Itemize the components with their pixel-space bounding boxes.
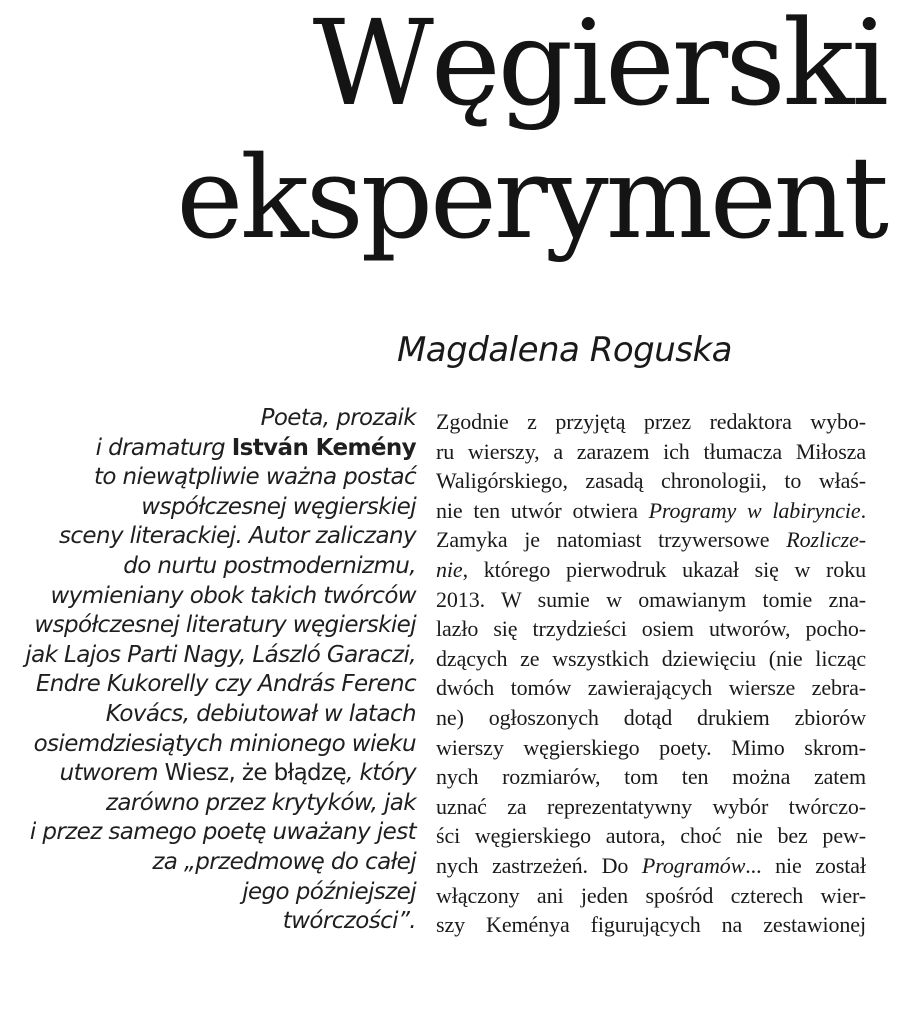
book-title: Programów bbox=[641, 852, 746, 878]
body-line: ści węgierskiego autora, choć nie bez pew- bbox=[436, 823, 866, 849]
lead-line: osiemdziesiątych minionego wieku bbox=[33, 730, 416, 757]
lead-line: jak Lajos Parti Nagy, László Garaczi, bbox=[25, 641, 416, 668]
lead-line: to niewątpliwie ważna postać bbox=[93, 464, 416, 491]
body-line: ne) ogłoszonych dotąd drukiem zbiorów bbox=[436, 704, 866, 730]
lead-line bbox=[0, 434, 416, 464]
body-text: . bbox=[860, 497, 866, 523]
poem-title: Rozlicze- bbox=[786, 527, 866, 553]
book-title: Programy w labiryncie bbox=[648, 497, 861, 523]
body-line: uznać za reprezentatywny wybór twórczo- bbox=[436, 793, 866, 819]
body-line: 2013. W sumie w omawianym tomie zna- bbox=[436, 586, 866, 612]
work-title: Wiesz, że błądzę bbox=[164, 760, 347, 787]
lead-line: współczesnej węgierskiej bbox=[141, 493, 416, 520]
lead-line: jego późniejszej bbox=[242, 878, 416, 905]
body-line: ru wierszy, a zarazem ich tłumacza Miłosza bbox=[436, 438, 866, 464]
body-line: włączony ani jeden spośród czterech wier- bbox=[436, 882, 866, 908]
lead-line: wymieniany obok takich twórców bbox=[50, 582, 416, 609]
body-text: Zamyka je natomiast trzywersowe bbox=[436, 527, 787, 553]
body-text: , którego pierwodruk ukazał się w roku bbox=[462, 556, 866, 582]
body-line: lazło się trzydzieści osiem utworów, pocho- bbox=[436, 616, 866, 642]
lead-line: Kovács, debiutował w latach bbox=[105, 700, 416, 727]
body-text: nie ten utwór otwiera bbox=[436, 497, 649, 523]
body-line: szy Keménya figurujących na zestawionej bbox=[436, 912, 866, 938]
article-author: Magdalena Roguska bbox=[396, 330, 732, 370]
lead-paragraph bbox=[0, 404, 416, 937]
body-line bbox=[436, 525, 866, 555]
article-title-line-2: eksperyment bbox=[176, 132, 886, 264]
lead-text: utworem bbox=[59, 760, 165, 787]
body-line: dwóch tomów zawierających wiersze zebra- bbox=[436, 675, 866, 701]
lead-text: , który bbox=[346, 760, 416, 787]
lead-line: Poeta, prozaik bbox=[260, 405, 416, 431]
poem-title: nie bbox=[436, 556, 463, 582]
lead-line: Endre Kukorelly czy András Ferenc bbox=[35, 671, 416, 698]
body-text: nych zastrzeżeń. Do bbox=[436, 852, 642, 878]
lead-line bbox=[0, 759, 416, 789]
lead-line: sceny literackiej. Autor zaliczany bbox=[58, 523, 416, 550]
body-line: Zgodnie z przyjętą przez redaktora wybo- bbox=[436, 409, 866, 434]
body-line bbox=[436, 555, 866, 585]
body-line: nych rozmiarów, tom ten można zatem bbox=[436, 764, 866, 790]
body-text: ... nie został bbox=[745, 852, 866, 878]
body-line bbox=[436, 496, 866, 526]
body-line: wierszy węgierskiego poety. Mimo skrom- bbox=[436, 734, 866, 760]
lead-line: twórczości”. bbox=[282, 908, 416, 935]
article-title-line-1: Węgierski bbox=[312, 0, 886, 132]
poet-name: István Kemény bbox=[231, 434, 416, 461]
body-column bbox=[436, 407, 866, 940]
body-line: dzących ze wszystkich dziewięciu (nie licząc bbox=[436, 645, 866, 671]
lead-line: współczesnej literatury węgierskiej bbox=[34, 612, 416, 639]
lead-line: za „przedmowę do całej bbox=[152, 848, 416, 875]
body-line bbox=[436, 851, 866, 881]
lead-line: i przez samego poetę uważany jest bbox=[29, 819, 416, 846]
lead-line: zarówno przez krytyków, jak bbox=[105, 789, 416, 816]
lead-text: i dramaturg bbox=[95, 434, 232, 461]
body-line: Waligórskiego, zasadą chronologii, to właś- bbox=[436, 468, 866, 494]
lead-line: do nurtu postmodernizmu, bbox=[123, 552, 416, 579]
